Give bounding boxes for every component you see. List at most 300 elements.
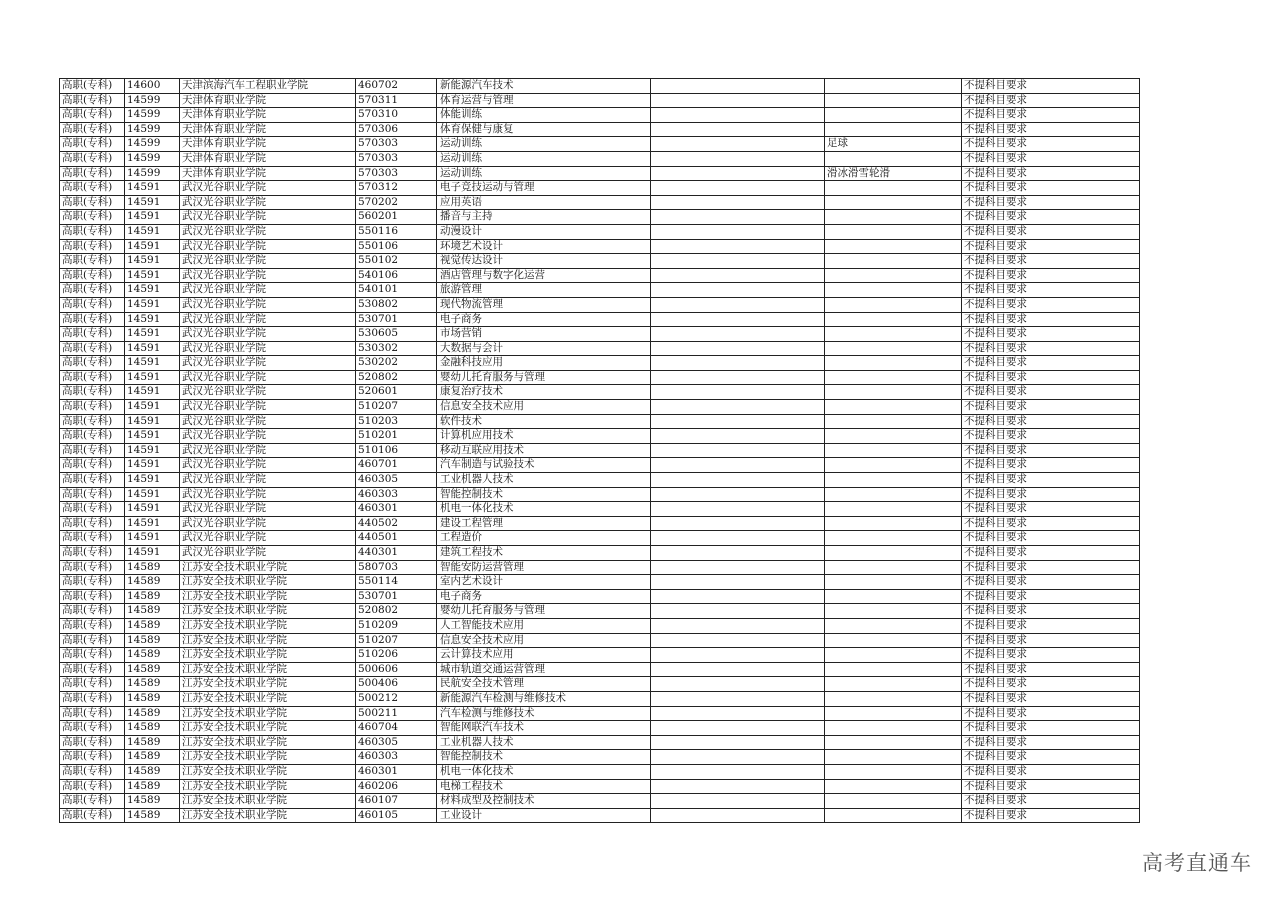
school-name-cell: 武汉光谷职业学院 [180, 356, 356, 371]
major-code-cell: 550102 [356, 254, 437, 269]
school-code-cell: 14591 [125, 341, 180, 356]
major-code-cell: 440301 [356, 546, 437, 561]
school-code-cell: 14591 [125, 283, 180, 298]
school-code-cell: 14589 [125, 764, 180, 779]
major-code-cell: 550114 [356, 575, 437, 590]
direction-cell [825, 93, 962, 108]
school-code-cell: 14599 [125, 108, 180, 123]
level-cell: 高职(专科) [60, 764, 125, 779]
major-name-cell: 人工智能技术应用 [437, 618, 651, 633]
note-cell [651, 400, 825, 415]
major-name-cell: 应用英语 [437, 195, 651, 210]
major-code-cell: 540101 [356, 283, 437, 298]
major-code-cell: 500606 [356, 662, 437, 677]
table-row [60, 764, 1140, 779]
major-code-cell: 570202 [356, 195, 437, 210]
direction-cell [825, 516, 962, 531]
table-row [60, 721, 1140, 736]
major-name-cell: 机电一体化技术 [437, 764, 651, 779]
level-cell: 高职(专科) [60, 400, 125, 415]
school-name-cell: 武汉光谷职业学院 [180, 458, 356, 473]
major-name-cell: 智能控制技术 [437, 750, 651, 765]
requirement-cell: 不提科目要求 [962, 254, 1140, 269]
school-name-cell: 武汉光谷职业学院 [180, 268, 356, 283]
direction-cell [825, 721, 962, 736]
requirement-cell: 不提科目要求 [962, 808, 1140, 823]
note-cell [651, 443, 825, 458]
major-code-cell: 530701 [356, 312, 437, 327]
direction-cell [825, 400, 962, 415]
direction-cell [825, 706, 962, 721]
note-cell [651, 122, 825, 137]
note-cell [651, 429, 825, 444]
school-name-cell: 江苏安全技术职业学院 [180, 721, 356, 736]
table-body [60, 79, 1140, 823]
major-name-cell: 电梯工程技术 [437, 779, 651, 794]
direction-cell [825, 546, 962, 561]
table-row [60, 487, 1140, 502]
requirement-cell: 不提科目要求 [962, 560, 1140, 575]
major-name-cell: 建设工程管理 [437, 516, 651, 531]
school-code-cell: 14589 [125, 794, 180, 809]
note-cell [651, 297, 825, 312]
major-name-cell: 婴幼儿托育服务与管理 [437, 370, 651, 385]
school-name-cell: 武汉光谷职业学院 [180, 429, 356, 444]
school-code-cell: 14599 [125, 93, 180, 108]
table-row [60, 327, 1140, 342]
note-cell [651, 166, 825, 181]
major-code-cell: 510207 [356, 400, 437, 415]
requirement-cell: 不提科目要求 [962, 181, 1140, 196]
major-code-cell: 460704 [356, 721, 437, 736]
school-name-cell: 江苏安全技术职业学院 [180, 750, 356, 765]
major-code-cell: 500212 [356, 691, 437, 706]
note-cell [651, 195, 825, 210]
school-code-cell: 14591 [125, 458, 180, 473]
level-cell: 高职(专科) [60, 297, 125, 312]
note-cell [651, 93, 825, 108]
table-row [60, 283, 1140, 298]
school-code-cell: 14591 [125, 327, 180, 342]
school-name-cell: 江苏安全技术职业学院 [180, 662, 356, 677]
level-cell: 高职(专科) [60, 181, 125, 196]
school-code-cell: 14589 [125, 648, 180, 663]
school-name-cell: 江苏安全技术职业学院 [180, 560, 356, 575]
school-name-cell: 江苏安全技术职业学院 [180, 618, 356, 633]
table-row [60, 341, 1140, 356]
direction-cell [825, 210, 962, 225]
table-row [60, 589, 1140, 604]
direction-cell [825, 327, 962, 342]
requirement-cell: 不提科目要求 [962, 516, 1140, 531]
school-name-cell: 江苏安全技术职业学院 [180, 604, 356, 619]
requirement-cell: 不提科目要求 [962, 750, 1140, 765]
level-cell: 高职(专科) [60, 589, 125, 604]
major-code-cell: 570303 [356, 151, 437, 166]
major-code-cell: 570312 [356, 181, 437, 196]
major-name-cell: 城市轨道交通运营管理 [437, 662, 651, 677]
table-row [60, 750, 1140, 765]
table-row [60, 735, 1140, 750]
major-name-cell: 大数据与会计 [437, 341, 651, 356]
major-name-cell: 新能源汽车技术 [437, 79, 651, 94]
requirement-cell: 不提科目要求 [962, 400, 1140, 415]
direction-cell [825, 575, 962, 590]
note-cell [651, 794, 825, 809]
subject-requirements-table [59, 78, 1140, 823]
major-name-cell: 视觉传达设计 [437, 254, 651, 269]
school-code-cell: 14591 [125, 502, 180, 517]
school-code-cell: 14589 [125, 779, 180, 794]
school-code-cell: 14591 [125, 356, 180, 371]
direction-cell [825, 458, 962, 473]
major-name-cell: 播音与主持 [437, 210, 651, 225]
major-code-cell: 460206 [356, 779, 437, 794]
note-cell [651, 662, 825, 677]
requirement-cell: 不提科目要求 [962, 662, 1140, 677]
requirement-cell: 不提科目要求 [962, 691, 1140, 706]
major-code-cell: 440501 [356, 531, 437, 546]
requirement-cell: 不提科目要求 [962, 531, 1140, 546]
level-cell: 高职(专科) [60, 312, 125, 327]
level-cell: 高职(专科) [60, 721, 125, 736]
direction-cell [825, 560, 962, 575]
major-code-cell: 530802 [356, 297, 437, 312]
school-code-cell: 14591 [125, 531, 180, 546]
school-code-cell: 14591 [125, 370, 180, 385]
major-code-cell: 510201 [356, 429, 437, 444]
major-name-cell: 运动训练 [437, 151, 651, 166]
major-name-cell: 电子竞技运动与管理 [437, 181, 651, 196]
note-cell [651, 691, 825, 706]
level-cell: 高职(专科) [60, 370, 125, 385]
major-name-cell: 机电一体化技术 [437, 502, 651, 517]
major-name-cell: 云计算技术应用 [437, 648, 651, 663]
table-row [60, 195, 1140, 210]
school-code-cell: 14599 [125, 122, 180, 137]
school-code-cell: 14591 [125, 297, 180, 312]
direction-cell [825, 589, 962, 604]
table-row [60, 531, 1140, 546]
direction-cell [825, 808, 962, 823]
note-cell [651, 210, 825, 225]
direction-cell [825, 662, 962, 677]
level-cell: 高职(专科) [60, 808, 125, 823]
table-row [60, 648, 1140, 663]
note-cell [651, 721, 825, 736]
major-name-cell: 新能源汽车检测与维修技术 [437, 691, 651, 706]
major-name-cell: 体育运营与管理 [437, 93, 651, 108]
school-name-cell: 武汉光谷职业学院 [180, 531, 356, 546]
direction-cell [825, 151, 962, 166]
direction-cell [825, 181, 962, 196]
table-row [60, 779, 1140, 794]
school-code-cell: 14591 [125, 181, 180, 196]
table-row [60, 181, 1140, 196]
major-name-cell: 运动训练 [437, 166, 651, 181]
note-cell [651, 327, 825, 342]
major-name-cell: 体育保健与康复 [437, 122, 651, 137]
note-cell [651, 254, 825, 269]
school-name-cell: 江苏安全技术职业学院 [180, 735, 356, 750]
level-cell: 高职(专科) [60, 502, 125, 517]
level-cell: 高职(专科) [60, 195, 125, 210]
school-name-cell: 江苏安全技术职业学院 [180, 648, 356, 663]
level-cell: 高职(专科) [60, 662, 125, 677]
school-name-cell: 江苏安全技术职业学院 [180, 677, 356, 692]
major-name-cell: 汽车制造与试验技术 [437, 458, 651, 473]
major-name-cell: 酒店管理与数字化运营 [437, 268, 651, 283]
major-code-cell: 460105 [356, 808, 437, 823]
school-name-cell: 江苏安全技术职业学院 [180, 633, 356, 648]
major-name-cell: 室内艺术设计 [437, 575, 651, 590]
school-name-cell: 武汉光谷职业学院 [180, 502, 356, 517]
level-cell: 高职(专科) [60, 283, 125, 298]
school-name-cell: 武汉光谷职业学院 [180, 297, 356, 312]
school-code-cell: 14589 [125, 604, 180, 619]
level-cell: 高职(专科) [60, 516, 125, 531]
major-code-cell: 570306 [356, 122, 437, 137]
school-name-cell: 天津滨海汽车工程职业学院 [180, 79, 356, 94]
requirement-cell: 不提科目要求 [962, 429, 1140, 444]
level-cell: 高职(专科) [60, 93, 125, 108]
major-code-cell: 520802 [356, 604, 437, 619]
requirement-cell: 不提科目要求 [962, 370, 1140, 385]
table-row [60, 560, 1140, 575]
direction-cell [825, 648, 962, 663]
requirement-cell: 不提科目要求 [962, 239, 1140, 254]
note-cell [651, 575, 825, 590]
school-code-cell: 14589 [125, 589, 180, 604]
major-name-cell: 智能网联汽车技术 [437, 721, 651, 736]
direction-cell [825, 297, 962, 312]
school-name-cell: 江苏安全技术职业学院 [180, 779, 356, 794]
table-row [60, 137, 1140, 152]
requirement-cell: 不提科目要求 [962, 210, 1140, 225]
school-code-cell: 14589 [125, 691, 180, 706]
direction-cell [825, 356, 962, 371]
requirement-cell: 不提科目要求 [962, 764, 1140, 779]
level-cell: 高职(专科) [60, 385, 125, 400]
school-name-cell: 江苏安全技术职业学院 [180, 706, 356, 721]
school-code-cell: 14599 [125, 137, 180, 152]
table-row [60, 268, 1140, 283]
school-code-cell: 14591 [125, 385, 180, 400]
table-row [60, 166, 1140, 181]
note-cell [651, 648, 825, 663]
requirement-cell: 不提科目要求 [962, 589, 1140, 604]
note-cell [651, 750, 825, 765]
major-code-cell: 520802 [356, 370, 437, 385]
school-name-cell: 武汉光谷职业学院 [180, 370, 356, 385]
requirement-cell: 不提科目要求 [962, 151, 1140, 166]
direction-cell [825, 502, 962, 517]
school-name-cell: 天津体育职业学院 [180, 151, 356, 166]
note-cell [651, 764, 825, 779]
table-row [60, 210, 1140, 225]
requirement-cell: 不提科目要求 [962, 297, 1140, 312]
major-name-cell: 软件技术 [437, 414, 651, 429]
note-cell [651, 458, 825, 473]
school-code-cell: 14591 [125, 224, 180, 239]
major-code-cell: 510209 [356, 618, 437, 633]
school-code-cell: 14589 [125, 750, 180, 765]
school-code-cell: 14589 [125, 706, 180, 721]
school-name-cell: 武汉光谷职业学院 [180, 239, 356, 254]
requirement-cell: 不提科目要求 [962, 575, 1140, 590]
major-code-cell: 460301 [356, 502, 437, 517]
table-row [60, 385, 1140, 400]
level-cell: 高职(专科) [60, 546, 125, 561]
major-code-cell: 570303 [356, 166, 437, 181]
direction-cell [825, 429, 962, 444]
table-row [60, 473, 1140, 488]
table-row [60, 604, 1140, 619]
requirement-cell: 不提科目要求 [962, 706, 1140, 721]
school-code-cell: 14591 [125, 443, 180, 458]
requirement-cell: 不提科目要求 [962, 356, 1140, 371]
school-name-cell: 武汉光谷职业学院 [180, 400, 356, 415]
major-name-cell: 工业设计 [437, 808, 651, 823]
school-code-cell: 14599 [125, 166, 180, 181]
direction-cell [825, 312, 962, 327]
school-code-cell: 14589 [125, 618, 180, 633]
note-cell [651, 268, 825, 283]
direction-cell [825, 283, 962, 298]
school-code-cell: 14591 [125, 268, 180, 283]
table-row [60, 414, 1140, 429]
note-cell [651, 108, 825, 123]
school-code-cell: 14591 [125, 414, 180, 429]
school-code-cell: 14591 [125, 400, 180, 415]
note-cell [651, 677, 825, 692]
requirement-cell: 不提科目要求 [962, 633, 1140, 648]
level-cell: 高职(专科) [60, 691, 125, 706]
direction-cell [825, 764, 962, 779]
school-name-cell: 江苏安全技术职业学院 [180, 575, 356, 590]
major-name-cell: 工业机器人技术 [437, 735, 651, 750]
school-code-cell: 14591 [125, 429, 180, 444]
major-code-cell: 530202 [356, 356, 437, 371]
school-code-cell: 14589 [125, 633, 180, 648]
school-code-cell: 14589 [125, 677, 180, 692]
school-code-cell: 14591 [125, 195, 180, 210]
level-cell: 高职(专科) [60, 794, 125, 809]
note-cell [651, 181, 825, 196]
requirement-cell: 不提科目要求 [962, 443, 1140, 458]
direction-cell [825, 633, 962, 648]
school-name-cell: 江苏安全技术职业学院 [180, 764, 356, 779]
requirement-cell: 不提科目要求 [962, 341, 1140, 356]
table-row [60, 502, 1140, 517]
major-name-cell: 计算机应用技术 [437, 429, 651, 444]
note-cell [651, 137, 825, 152]
school-name-cell: 武汉光谷职业学院 [180, 195, 356, 210]
direction-cell [825, 341, 962, 356]
level-cell: 高职(专科) [60, 779, 125, 794]
requirement-cell: 不提科目要求 [962, 473, 1140, 488]
direction-cell: 滑冰滑雪轮滑 [825, 166, 962, 181]
level-cell: 高职(专科) [60, 648, 125, 663]
watermark: 高考直通车 [1142, 851, 1252, 875]
major-code-cell: 550106 [356, 239, 437, 254]
school-name-cell: 江苏安全技术职业学院 [180, 691, 356, 706]
direction-cell [825, 239, 962, 254]
major-name-cell: 现代物流管理 [437, 297, 651, 312]
major-code-cell: 570303 [356, 137, 437, 152]
note-cell [651, 560, 825, 575]
requirement-cell: 不提科目要求 [962, 385, 1140, 400]
major-name-cell: 智能安防运营管理 [437, 560, 651, 575]
major-code-cell: 510207 [356, 633, 437, 648]
level-cell: 高职(专科) [60, 458, 125, 473]
note-cell [651, 516, 825, 531]
major-code-cell: 460701 [356, 458, 437, 473]
table-row [60, 794, 1140, 809]
requirement-cell: 不提科目要求 [962, 779, 1140, 794]
direction-cell [825, 122, 962, 137]
requirement-cell: 不提科目要求 [962, 137, 1140, 152]
school-code-cell: 14591 [125, 239, 180, 254]
direction-cell [825, 79, 962, 94]
direction-cell [825, 531, 962, 546]
direction-cell [825, 794, 962, 809]
requirement-cell: 不提科目要求 [962, 546, 1140, 561]
requirement-cell: 不提科目要求 [962, 122, 1140, 137]
major-code-cell: 530605 [356, 327, 437, 342]
major-code-cell: 500211 [356, 706, 437, 721]
direction-cell [825, 779, 962, 794]
table-row [60, 662, 1140, 677]
major-name-cell: 电子商务 [437, 589, 651, 604]
table-row [60, 370, 1140, 385]
major-name-cell: 工程造价 [437, 531, 651, 546]
major-name-cell: 旅游管理 [437, 283, 651, 298]
school-code-cell: 14591 [125, 312, 180, 327]
table-row [60, 79, 1140, 94]
direction-cell [825, 254, 962, 269]
major-code-cell: 510203 [356, 414, 437, 429]
level-cell: 高职(专科) [60, 356, 125, 371]
note-cell [651, 546, 825, 561]
level-cell: 高职(专科) [60, 735, 125, 750]
school-code-cell: 14599 [125, 151, 180, 166]
major-code-cell: 570310 [356, 108, 437, 123]
note-cell [651, 473, 825, 488]
school-name-cell: 武汉光谷职业学院 [180, 487, 356, 502]
school-code-cell: 14591 [125, 210, 180, 225]
major-code-cell: 460107 [356, 794, 437, 809]
school-name-cell: 江苏安全技术职业学院 [180, 589, 356, 604]
level-cell: 高职(专科) [60, 239, 125, 254]
note-cell [651, 239, 825, 254]
major-name-cell: 体能训练 [437, 108, 651, 123]
major-name-cell: 移动互联应用技术 [437, 443, 651, 458]
note-cell [651, 487, 825, 502]
level-cell: 高职(专科) [60, 487, 125, 502]
school-name-cell: 武汉光谷职业学院 [180, 283, 356, 298]
school-name-cell: 天津体育职业学院 [180, 137, 356, 152]
note-cell [651, 633, 825, 648]
table-row [60, 312, 1140, 327]
major-code-cell: 460305 [356, 735, 437, 750]
table-row [60, 633, 1140, 648]
requirement-cell: 不提科目要求 [962, 224, 1140, 239]
major-name-cell: 智能控制技术 [437, 487, 651, 502]
major-code-cell: 460301 [356, 764, 437, 779]
school-code-cell: 14591 [125, 546, 180, 561]
level-cell: 高职(专科) [60, 677, 125, 692]
